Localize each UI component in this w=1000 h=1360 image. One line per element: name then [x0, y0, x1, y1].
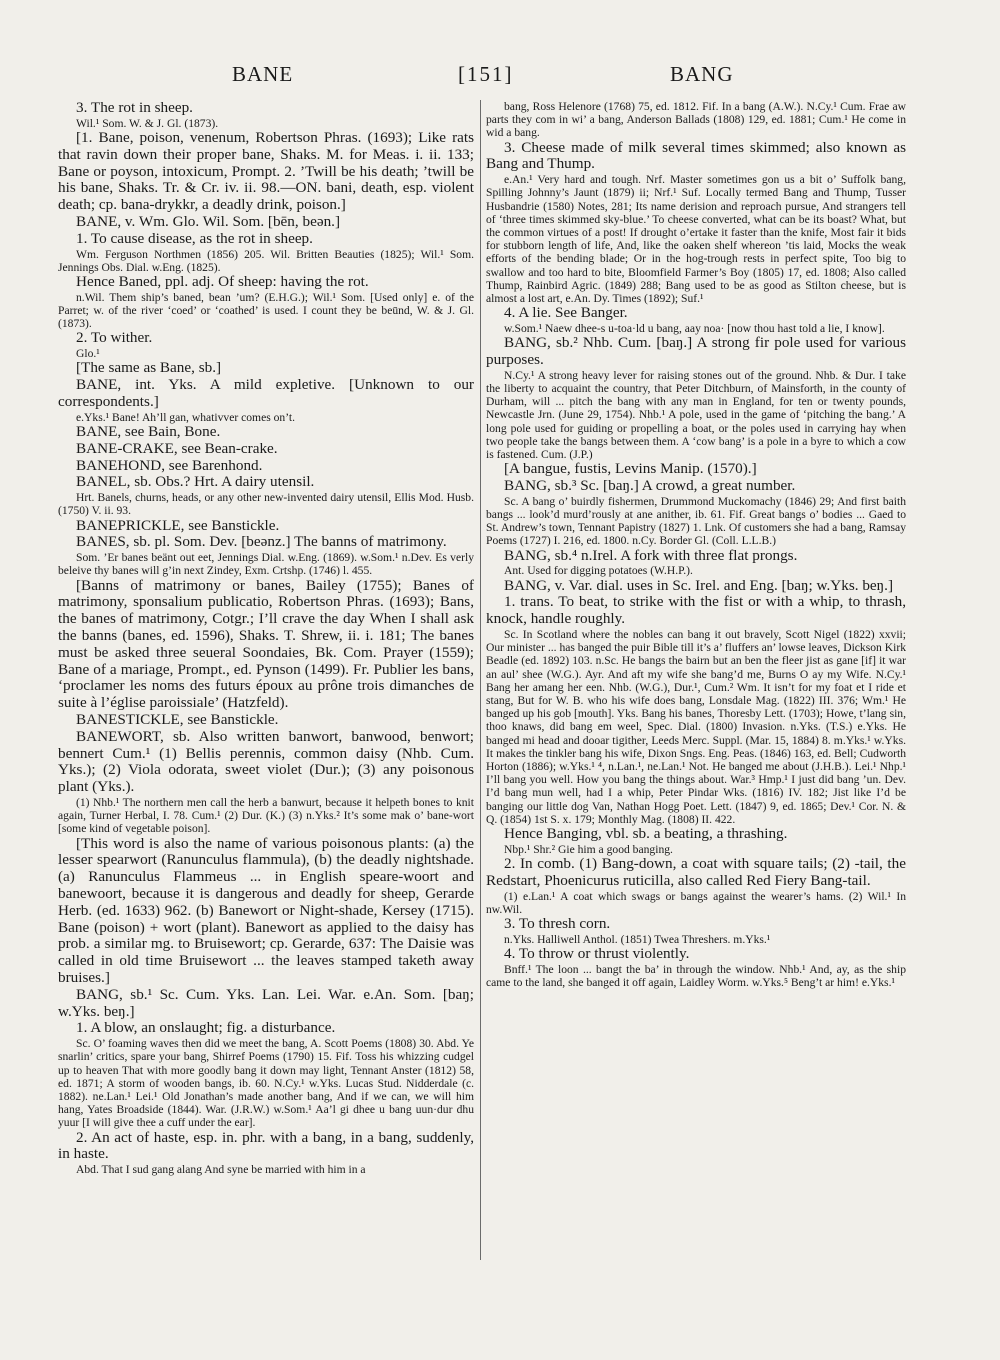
- citation-text: Sc. In Scotland where the nobles can bang it out bravely, Scott Nigel (1822) xxvii; Our minister ... has banged the puir Bible till it’s a’ fluffers an’ lowse leaves, Dickson Kirk Beadle (ed. 1892) 103. n.Sc. He bangs the bairn but an ben the fleer jist as gane [if] it war an aul’ shee (W.G.). Ayr. And aft my wife she bang’d me, Burns O ay my Wife. N.Cy.¹ Bang her amang her een. Nhb. (W.G.), Dur.¹, Cum.² Wm. It isn’t for my foat et I ride et stang, But for W. B. who his wife does bang, Lonsdale Mag. (1822) III. 376; Wm.¹ He banged up his gob [mouth]. Yks. Bang his banes, Thoresby Lett. (1703); Howe, t’lang sin, thoo knaws, did bang em weel, Spec. Dial. (1800) Invasion. n.Yks. (T.S.) e.Yks. He banged mi head and dooar tigither, Leeds Merc. Suppl. (Mar. 15, 1884) 8. m.Yks.¹ w.Yks. It makes the tinkler bang his wife, Dixon Sngs. Eng. Peas. (1846) 163, ed. Bell; Cudworth Horton (1886); w.Yks.¹ ⁴, n.Lan.¹, ne.Lan.¹ Not. He banged me about (J.H.B.). Lei.¹ Nhp.¹ I’ll bang you well. How you bang the things about. War.³ Hmp.¹ I just did bang ’un. Dev. I’d bang mun well, had I a whip, Peter Pindar Wks. (1816) IV. 182; Jist like I’d be banging our little dog Van, Nathan Hogg Poet. Lett. (1847) 9, ed. 1865; Dev.¹ Cor. N. & Q. (1854) 1st S. x. 179; Monthly Mag. (1808) II. 422.: [486, 628, 906, 826]
- dictionary-entry: BANEPRICKLE, see Banstickle.: [76, 516, 280, 534]
- dictionary-entry: 1. trans. To beat, to strike with the fist or with a whip, to thrash, knock, handle roughly.: [486, 593, 906, 628]
- dictionary-entry: BANG, sb.⁴ n.Irel. A fork with three flat prongs.: [504, 546, 798, 564]
- citation-text: e.Yks.¹ Bane! Ah’ll gan, whativver comes on’t.: [76, 410, 295, 424]
- dictionary-entry: BANE, v. Wm. Glo. Wil. Som. [bēn, beən.]: [76, 212, 341, 230]
- dictionary-entry: BANE, int. Yks. A mild expletive. [Unknown to our correspondents.]: [58, 376, 474, 410]
- dictionary-entry: BANG, v. Var. dial. uses in Sc. Irel. and Eng. [baŋ; w.Yks. beŋ.]: [504, 576, 894, 594]
- dictionary-entry: 3. Cheese made of milk several times skimmed; also known as Bang and Thump.: [486, 138, 906, 173]
- dictionary-entry: BANE, see Bain, Bone.: [76, 422, 221, 440]
- dictionary-entry: [1. Bane, poison, venenum, Robertson Phras. (1693); Like rats that ravin down their proper bane, Shaks. M. for Meas. i. ii. 133; Bane or poyson, intoxicum, Prompt. 2. ’Twill be his death; ’twill be his bane, Shaks. Tr. & Cr. iv. ii. 98.—ON. bani, death, esp. violent death; cp. bana-drykkr, a deadly drink, poison.]: [58, 129, 474, 214]
- citation-text: Nbp.¹ Shr.² Gie him a good banging.: [504, 842, 673, 856]
- dictionary-entry: [Banns of matrimony or banes, Bailey (1755); Banes of matrimony, sponsalium publicatio, Robertson Phras. (1693); Bans, the banes of matrimony, Cotgr.; I’ll crave the day When I shall ask the banns (banes, ed. 1596), Shaks. T. Shrew, ii. i. 181; The banes must be asked three seueral Soondaies, Bk. Com. Prayer (1559); Bane of a mariage, Prompt., ed. Pynson (1499). Fr. Publier les bans, ‘proclamer les noms des futurs époux au prône trois dimanches de suite à l’église paroissiale’ (Hatzfeld).: [58, 576, 474, 712]
- dictionary-entry: 4. To throw or thrust violently.: [504, 945, 690, 963]
- citation-text: e.An.¹ Very hard and tough. Nrf. Master sometimes gon us a bit o’ Suffolk bang, Spilling Johnny’s Jaunt (1879) ii; Nrf.¹ Suf. Locally termed Bang and Thump, Tusser Husbandrie (1580) Notes, 281; Its name derision and reproach pursue, And strangers tell of ‘three times skimmed sky-blue.’ To cheese converted, what can be its boast? What, but the common virtues of a post! If drought o’ertake it faster than the knife, Most fair it bids for stubborn length of life, And, like the oaken shelf whereon ’tis laid, Mocks the weak efforts of the bending blade; Or in the hog-trough rests in perfect spite, Too big to swallow and too hard to bite, Bloomfield Farmer’s Boy (1805) 17, ed. 1808; Also called Thump, Rainbird Agric. (1849) 288; Bang used to be as good as Stilton cheese, but is almost a lost art, e.An. Dy. Times (1892); Suf.¹: [486, 173, 906, 306]
- citation-text: bang, Ross Helenore (1768) 75, ed. 1812. Fif. In a bang (A.W.). N.Cy.¹ Cum. Frae aw parts they com in wi’ a bang, Anderson Ballads (1808) 129, ed. 1881; Cum.¹ He come in wid a bang.: [486, 100, 906, 140]
- dictionary-entry: [A bangue, fustis, Levins Manip. (1570).]: [504, 460, 757, 478]
- dictionary-entry: [The same as Bane, sb.]: [76, 359, 222, 377]
- citation-text: Glo.¹: [76, 347, 100, 361]
- dictionary-entry: BANG, sb.¹ Sc. Cum. Yks. Lan. Lei. War. e.An. Som. [baŋ; w.Yks. beŋ.]: [58, 985, 474, 1020]
- running-head-right: BANG: [670, 62, 734, 86]
- citation-text: Sc. A bang o’ buirdly fishermen, Drummond Muckomachy (1846) 29; And first baith bangs ... look’d murd’rously at ane anither, ib. 61. Fif. Great bangs o’ bodies ... Gaed to St. Andrew’s town, Tennant Papistry (1827) 1. Lnk. Of customers she had a bang, Ramsay Poems (1727) I. 216, ed. 1800. n.Cy. Border Gl. (Coll. L.L.B.): [486, 494, 906, 548]
- dictionary-entry: 2. An act of haste, esp. in. phr. with a bang, in a bang, suddenly, in haste.: [58, 1128, 474, 1163]
- citation-text: n.Wil. Them ship’s baned, bean ’um? (E.H.G.); Wil.¹ Som. [Used only] e. of the Parret; w. of the river ‘coed’ or ‘coathed’ is used. I count they be beūnd, W. & J. Gl. (1873).: [58, 290, 474, 331]
- page-number: [151]: [458, 62, 514, 86]
- citation-text: Som. ’Er banes beänt out eet, Jennings Dial. w.Eng. (1869). w.Som.¹ n.Dev. Es verly beleive thy banes will g’in next Zindey, Exm. Crtshp. (1746) l. 455.: [58, 551, 474, 578]
- dictionary-entry: BANG, sb.² Nhb. Cum. [baŋ.] A strong fir pole used for various purposes.: [486, 334, 906, 369]
- citation-text: n.Yks. Halliwell Anthol. (1851) Twea Threshers. m.Yks.¹: [504, 932, 771, 946]
- citation-text: Abd. That I sud gang alang And syne be married with him in a: [76, 1163, 366, 1177]
- citation-text: N.Cy.¹ A strong heavy lever for raising stones out of the ground. Nhb. & Dur. I take the liberty to acquaint the country, that Peter Ditchburn, of Mainsforth, in the county of Durham, will ... pitch the bang with any man in England, for ten or twenty pounds, Newcastle Jrn. (June 29, 1754). Nhb.¹ A pole, used in the game of ‘pitching the bang.’ A long pole used for guiding or propelling a boat, or the poles used in carrying hay when two people take the bangs between them. A ‘cow bang’ is a pole in a byre to which a cow is fastened. Cum. (J.P.): [486, 368, 906, 462]
- dictionary-entry: BANEWORT, sb. Also written banwort, banwood, benwort; bennert Cum.¹ (1) Bellis perennis, common daisy (Nhb. Cum. Yks.); (2) Viola odorata, sweet violet (Dur.); (3) any poisonous plant (Yks.).: [58, 727, 474, 796]
- dictionary-entry: Hence Baned, ppl. adj. Of sheep: having the rot.: [76, 272, 369, 290]
- dictionary-entry: 2. In comb. (1) Bang-down, a coat with square tails; (2) -tail, the Redstart, Phoenicurus ruticilla, also called Red Fiery Bang-tail.: [486, 855, 906, 889]
- dictionary-entry: BANES, sb. pl. Som. Dev. [beənz.] The banns of matrimony.: [76, 533, 447, 551]
- citation-text: Ant. Used for digging potatoes (W.H.P.).: [504, 564, 693, 578]
- citation-text: (1) e.Lan.¹ A coat which swags or bangs against the wearer’s hams. (2) Wil.¹ In nw.Wil.: [486, 889, 906, 916]
- dictionary-entry: 3. The rot in sheep.: [76, 100, 193, 116]
- dictionary-entry: BANESTICKLE, see Banstickle.: [76, 710, 279, 728]
- dictionary-entry: BANEHOND, see Barenhond.: [76, 456, 263, 474]
- dictionary-entry: [This word is also the name of various poisonous plants: (a) the lesser spearwort (Ranunculus flammula), (b) the deadly nightshade. (a) Ranunculus Flammeus ... in English speare-woort and banewoort, because it is dangerous and deadly for sheep, Gerarde Herb. (ed. 1633) 962. (b) Banewort or Night-shade, Kersey (1715). Bane (poison) + wort (plant). Banewort as applied to the daisy has prob. a similar mg. to Bruisewort; cp. Gerarde, 637: The Daisie was called in old time Bruisewort ... the leaves stamped taketh away bruises.]: [58, 834, 474, 986]
- citation-text: Bnff.¹ The loon ... bangt the ba’ in through the window. Nhb.¹ And, ay, as the ship came to the land, she banged it off again, Laidley Worm. w.Yks.⁵ Beng’t ar him! e.Yks.¹: [486, 962, 906, 990]
- dictionary-entry: 4. A lie. See Banger.: [504, 304, 628, 322]
- right-column: [486, 100, 906, 1320]
- dictionary-entry: BANE-CRAKE, see Bean-crake.: [76, 439, 278, 457]
- dictionary-entry: 1. A blow, an onslaught; fig. a disturbance.: [76, 1019, 336, 1037]
- page-header: [0, 58, 1000, 98]
- citation-text: Wil.¹ Som. W. & J. Gl. (1873).: [76, 116, 219, 130]
- dictionary-entry: 1. To cause disease, as the rot in sheep.: [76, 229, 313, 247]
- running-head-left: BANE: [232, 62, 294, 86]
- dictionary-entry: 3. To thresh corn.: [504, 915, 611, 933]
- dictionary-entry: 2. To wither.: [76, 329, 153, 347]
- left-column: [58, 100, 474, 1320]
- column-divider: [480, 100, 481, 1260]
- dictionary-entry: Hence Banging, vbl. sb. a beating, a thrashing.: [504, 825, 788, 843]
- citation-text: Sc. O’ foaming waves then did we meet the bang, A. Scott Poems (1808) 30. Abd. Ye snarlin’ critics, spare your bang, Shirref Poems (1790) 15. Fif. Toss his whizzing cudgel up to heaven That with more goodly bang it down may light, Tennant Anster (1812) 58, ed. 1871; A storm of wooden bangs, ib. 60. N.Cy.¹ w.Yks. Lucas Stud. Nidderdale (c. 1882). ne.Lan.¹ Lei.¹ Old Jonathan’s made another bang, And if we can, we will him hang, Yates Broadside (1844). War. (J.R.W.) w.Som.¹ Aa’l gi dhee u bang uun·dur dhu yuur [I will give thee a cuff under the ear].: [58, 1037, 474, 1130]
- citation-text: w.Som.¹ Naew dhee-s u-toa·ld u bang, aay noa· [now thou hast told a lie, I know].: [504, 322, 885, 336]
- citation-text: Hrt. Banels, churns, heads, or any other new-invented dairy utensil, Ellis Mod. Husb. (1750) V. ii. 93.: [58, 491, 474, 518]
- dictionary-entry: BANEL, sb. Obs.? Hrt. A dairy utensil.: [76, 473, 315, 491]
- citation-text: Wm. Ferguson Northmen (1856) 205. Wil. Britten Beauties (1825); Wil.¹ Som. Jennings Obs. Dial. w.Eng. (1825).: [58, 247, 474, 274]
- dictionary-entry: BANG, sb.³ Sc. [baŋ.] A crowd, a great number.: [504, 477, 796, 495]
- citation-text: (1) Nhb.¹ The northern men call the herb a banwurt, because it helpeth bones to knit again, Turner Herbal, I. 78. Cum.¹ (2) Dur. (K.) (3) n.Yks.² It’s some mak o’ bane-wort [some kind of vegetable poison].: [58, 795, 474, 836]
